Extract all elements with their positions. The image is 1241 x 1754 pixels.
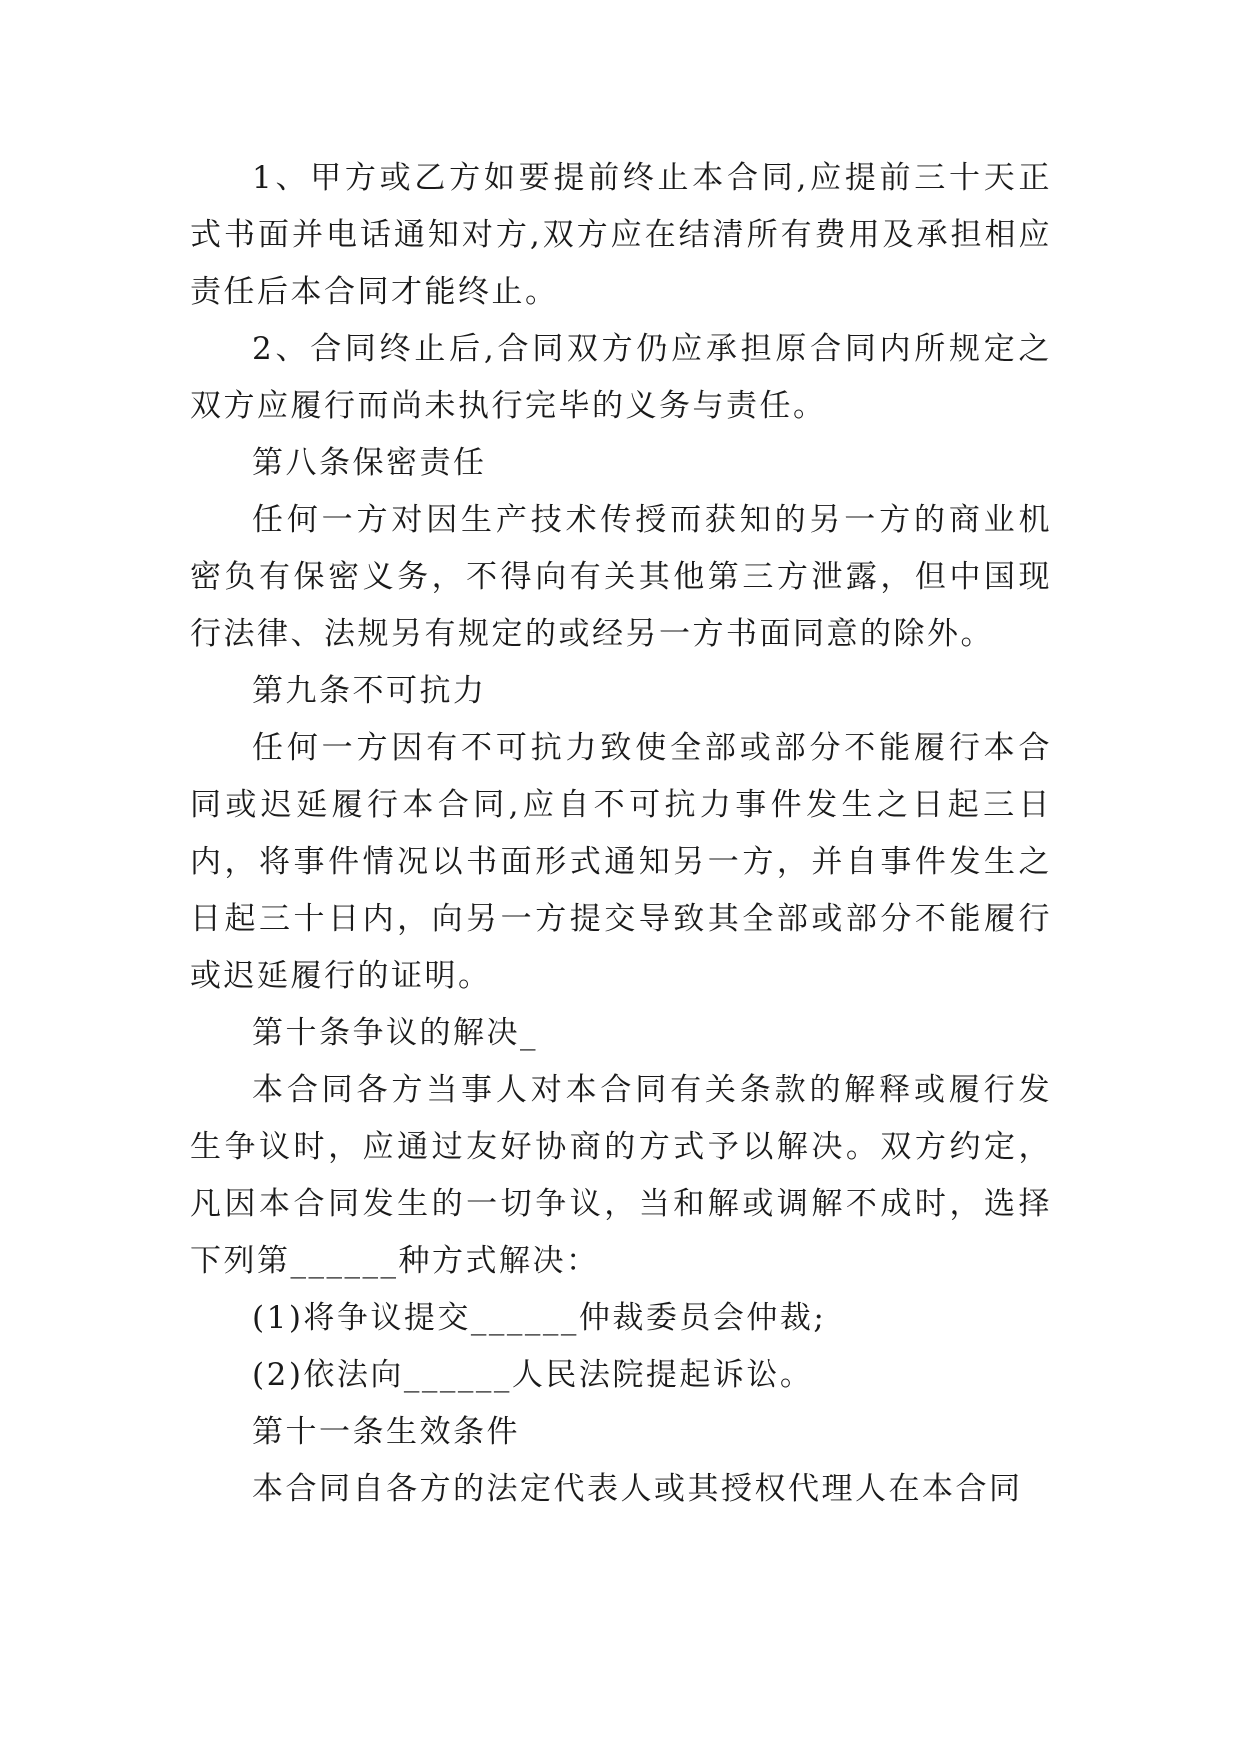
paragraph-confidentiality: 任何一方对因生产技术传授而获知的另一方的商业机密负有保密义务，不得向有关其他第三方泄露，但中国现行法律、法规另有规定的或经另一方书面同意的除外。 [190, 502, 1052, 652]
heading-article-8: 第八条保密责任 [252, 445, 487, 481]
heading-article-10: 第十条争议的解决_ [252, 1015, 538, 1051]
paragraph-dispute-resolution: 本合同各方当事人对本合同有关条款的解释或履行发生争议时，应通过友好协商的方式予以解决。双方约定，凡因本合同发生的一切争议，当和解或调解不成时，选择下列第______种方式解决： [190, 1072, 1052, 1279]
paragraph-post-termination: 2、合同终止后,合同双方仍应承担原合同内所规定之双方应履行而尚未执行完毕的义务与责任。 [190, 331, 1052, 424]
heading-article-9: 第九条不可抗力 [252, 673, 487, 709]
paragraph-effective-conditions: 本合同自各方的法定代表人或其授权代理人在本合同 [252, 1471, 1023, 1507]
paragraph-termination-notice: 1、甲方或乙方如要提前终止本合同,应提前三十天正式书面并电话通知对方,双方应在结清所有费用及承担相应责任后本合同才能终止。 [190, 160, 1052, 310]
paragraph-force-majeure: 任何一方因有不可抗力致使全部或部分不能履行本合同或迟延履行本合同,应自不可抗力事件发生之日起三日内，将事件情况以书面形式通知另一方，并自事件发生之日起三十日内，向另一方提交导致其全部或部分不能履行或迟延履行的证明。 [190, 730, 1052, 994]
paragraph-option-arbitration: (1)将争议提交______仲裁委员会仲裁; [252, 1300, 827, 1336]
document-body [190, 150, 1052, 1518]
heading-article-11: 第十一条生效条件 [252, 1414, 520, 1450]
paragraph-option-litigation: (2)依法向______人民法院提起诉讼。 [252, 1357, 814, 1393]
